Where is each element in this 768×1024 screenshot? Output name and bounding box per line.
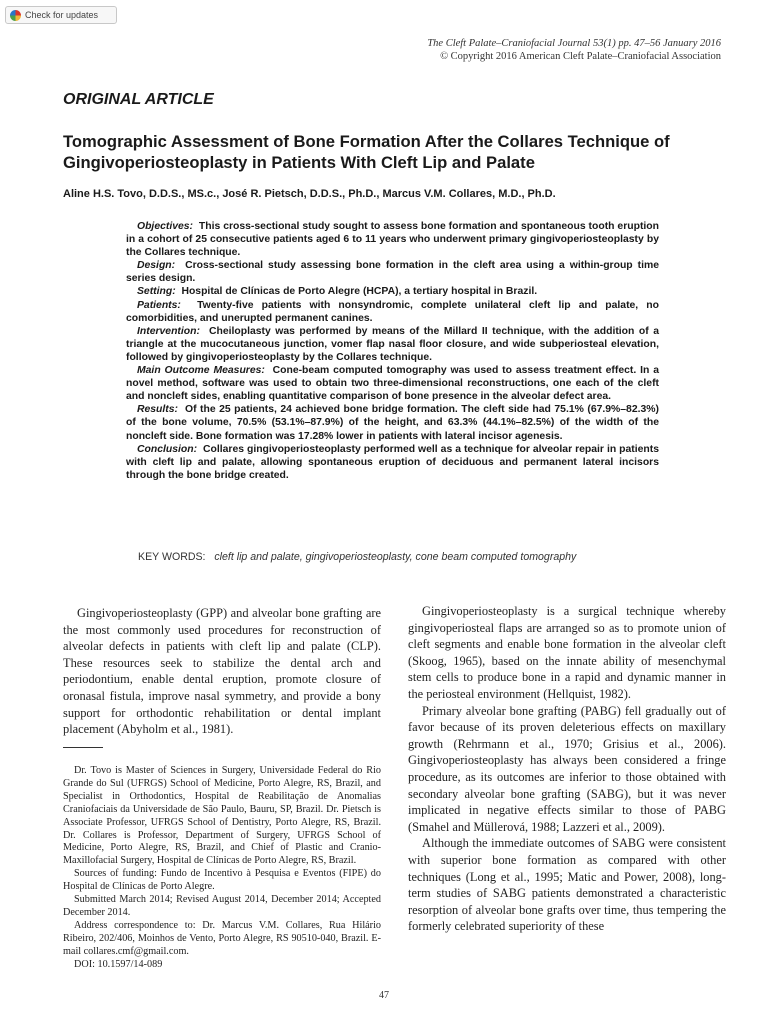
abstract-intervention: Intervention: Cheiloplasty was performed by means of the Millard II technique, with the addition of a triangle at the mucocutaneous junction, vomer flap nasal floor closure, and wide subperiosteal elevation, followed by gingivoperiosteoplasty by the Collares technique. xyxy=(126,325,659,363)
abstract-setting: Setting: Hospital de Clínicas de Porto Alegre (HCPA), a tertiary hospital in Brazil. xyxy=(137,286,538,298)
journal-line: The Cleft Palate–Craniofacial Journal 53(1) pp. 47–56 January 2016 xyxy=(427,38,721,49)
footnote-affiliations: Dr. Tovo is Master of Sciences in Surgery, Universidade Federal do Rio Grande do Sul (UFRGS) School of Medicine, Porto Alegre, RS, Brazil, and Specialist in Orthodontics, Hospital de Reabilitação de Anomalias Craniofaciais da Universidade de São Paulo, Bauru, SP, Brazil. Dr. Pietsch is Associate Professor, UFRGS School of Dentistry, Porto Alegre, RS, Brazil. Dr. Collares is Professor, Department of Surgery, UFRGS School of Medicine, Porto Alegre, RS, Brazil, and Chief of Plastic and Cranio-Maxillofacial Surgery, Hospital de Clínicas de Porto Alegre, RS, Brazil. xyxy=(63,765,381,867)
check-for-updates-badge[interactable] xyxy=(5,6,117,24)
section-label: ORIGINAL ARTICLE xyxy=(63,91,214,108)
abstract-outcome-measures: Main Outcome Measures: Cone-beam computed tomography was used to assess treatment effect. In a novel method, software was used to obtain two three-dimensional reconstructions, one each of the cleft and noncleft sides, enabling quantitative comparison of bone presence in the alveolar defect area. xyxy=(126,365,659,403)
body-column-right xyxy=(408,603,726,935)
body-paragraph: Gingivoperiosteoplasty is a surgical technique whereby gingivoperiosteal flaps are arranged so as to promote union of cleft segments and enable bone formation in the alveolar cleft (Skoog, 1965), based on the innate ability of mesenchymal stem cells to produce bone in a rapid and dynamic manner in the periosteal environment (Hellquist, 1982). xyxy=(408,604,726,701)
body-column-left xyxy=(63,605,381,738)
abstract-results: Results: Of the 25 patients, 24 achieved bone bridge formation. The cleft side had 75.1% (67.9%–82.3%) of the bone volume, 70.5% (53.1%–87.9%) of the height, and 63.3% (44.1%–82.5%) of the width of the noncleft side. Bone formation was 17.28% lower in patients with lateral incisor agenesis. xyxy=(126,404,659,442)
abstract xyxy=(126,220,659,482)
journal-header xyxy=(427,37,721,63)
footnote-correspondence: Address correspondence to: Dr. Marcus V.M. Collares, Rua Hilário Ribeiro, 202/406, Moinhos de Vento, Porto Alegre, RS 90510-040, Brazil. E-mail collares.cmf@gmail.com. xyxy=(63,919,381,957)
crossmark-icon xyxy=(10,10,21,21)
footnote-doi: DOI: 10.1597/14-089 xyxy=(74,958,163,970)
abstract-patients: Patients: Twenty-five patients with nonsyndromic, complete unilateral cleft lip and palate, no comorbidities, and unerupted permanent canines. xyxy=(126,299,659,324)
body-paragraph: Gingivoperiosteoplasty (GPP) and alveolar bone grafting are the most commonly used procedures for reconstruction of alveolar defects in patients with cleft lip and palate (CLP). These resources seek to stabilize the dental arch and periodontium, enable dental eruption, promote closure of oronasal fistula, improve nasal symmetry, and provide a bony support for orthodontic rehabilitation or dental implant placement (Abyholm et al., 1981). xyxy=(63,606,381,737)
abstract-conclusion: Conclusion: Collares gingivoperiosteoplasty performed well as a technique for alveolar repair in patients with cleft lip and palate, allowing spontaneous eruption of deciduous and permanent lateral incisors through the bone bridge created. xyxy=(126,443,659,481)
footnote-dates: Submitted March 2014; Revised August 2014, December 2014; Accepted December 2014. xyxy=(63,894,381,918)
copyright-line: © Copyright 2016 American Cleft Palate–Craniofacial Association xyxy=(440,51,721,62)
article-title: Tomographic Assessment of Bone Formation After the Collares Technique of Gingivoperiosteoplasty in Patients With Cleft Lip and Palate xyxy=(63,132,670,172)
keywords xyxy=(138,551,698,563)
abstract-design: Design: Cross-sectional study assessing bone formation in the cleft area using a within-group time series design. xyxy=(126,260,660,285)
page-number: 47 xyxy=(379,990,389,1001)
badge-label: Check for updates xyxy=(25,10,99,20)
footnote-divider xyxy=(63,747,103,748)
footnotes xyxy=(63,765,381,972)
keywords-label: KEY WORDS: xyxy=(138,551,206,563)
keywords-text: cleft lip and palate, gingivoperiosteoplasty, cone beam computed tomography xyxy=(214,551,577,563)
footnote-funding: Sources of funding: Fundo de Incentivo à Pesquisa e Eventos (FIPE) do Hospital de Clínicas de Porto Alegre. xyxy=(63,868,381,893)
abstract-objectives: Objectives: This cross-sectional study sought to assess bone formation and spontaneous tooth eruption in a cohort of 25 consecutive patients aged 6 to 11 years who underwent primary gingivoperiosteoplasty by the Collares technique. xyxy=(126,221,659,259)
body-paragraph: Primary alveolar bone grafting (PABG) fell gradually out of favor because of its proven deleterious effects on maxillary growth (Rehrmann et al., 1970; Grisius et al., 2006). Gingivoperiosteoplasty has always been considered a fringe procedure, as its outcomes are inferior to those obtained with secondary alveolar bone grafting (SABG), but it was never implicated in negative effects similar to those of PABG (Smahel and Müllerová, 1988; Lazzeri et al., 2009). xyxy=(408,703,726,834)
author-list: Aline H.S. Tovo, D.D.S., MS.c., José R. Pietsch, D.D.S., Ph.D., Marcus V.M. Collares, M.D., Ph.D. xyxy=(63,188,556,200)
body-paragraph: Although the immediate outcomes of SABG were consistent with superior bone formation as compared with other techniques (Long et al., 1995; Matic and Power, 2008), long-term studies of SABG patients demonstrated a characteristic resorption of alveolar bone grafts over time, thus tempering the formerly celebrated superiority of these xyxy=(408,836,726,934)
